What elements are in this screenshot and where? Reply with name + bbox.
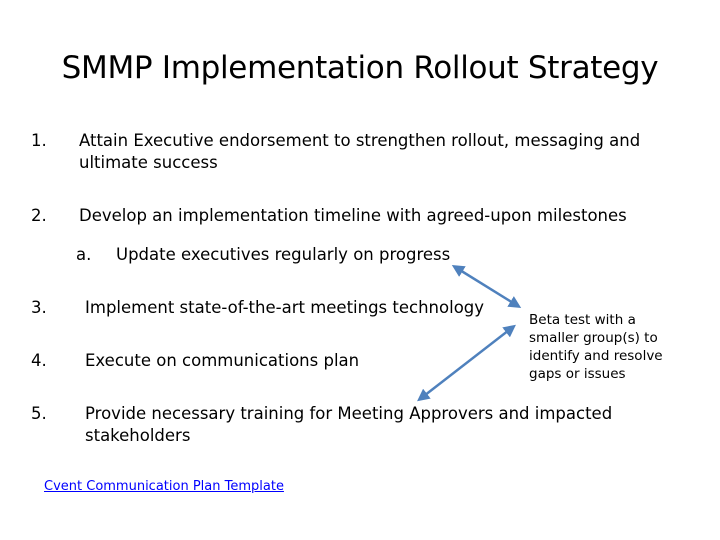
callout-line: Beta test with a xyxy=(529,312,636,328)
list-number: a. xyxy=(76,245,92,264)
list-text-line: Update executives regularly on progress xyxy=(116,245,451,264)
double-arrow-upper xyxy=(455,267,518,306)
list-text-line: Attain Executive endorsement to strengthen rollout, messaging and xyxy=(79,131,641,150)
list-number: 2. xyxy=(31,206,47,225)
communication-plan-link[interactable]: Cvent Communication Plan Template xyxy=(44,479,284,494)
callout-line: identify and resolve xyxy=(529,348,663,364)
list-text-line: stakeholders xyxy=(85,426,191,445)
list-text-line: Execute on communications plan xyxy=(85,351,360,370)
list-number: 1. xyxy=(31,131,47,150)
slide-title: SMMP Implementation Rollout Strategy xyxy=(61,50,659,86)
list-number: 4. xyxy=(31,351,47,370)
list-number: 3. xyxy=(31,298,47,317)
list-text-line: Implement state-of-the-art meetings technology xyxy=(85,298,485,317)
callout-line: smaller group(s) to xyxy=(529,330,658,346)
list-number: 5. xyxy=(31,404,47,423)
callout-line: gaps or issues xyxy=(529,366,626,382)
list-text-line: ultimate success xyxy=(79,153,218,172)
list-text-line: Develop an implementation timeline with agreed-upon milestones xyxy=(79,206,627,225)
double-arrow-lower xyxy=(420,327,513,399)
list-text-line: Provide necessary training for Meeting Approvers and impacted xyxy=(85,404,613,423)
